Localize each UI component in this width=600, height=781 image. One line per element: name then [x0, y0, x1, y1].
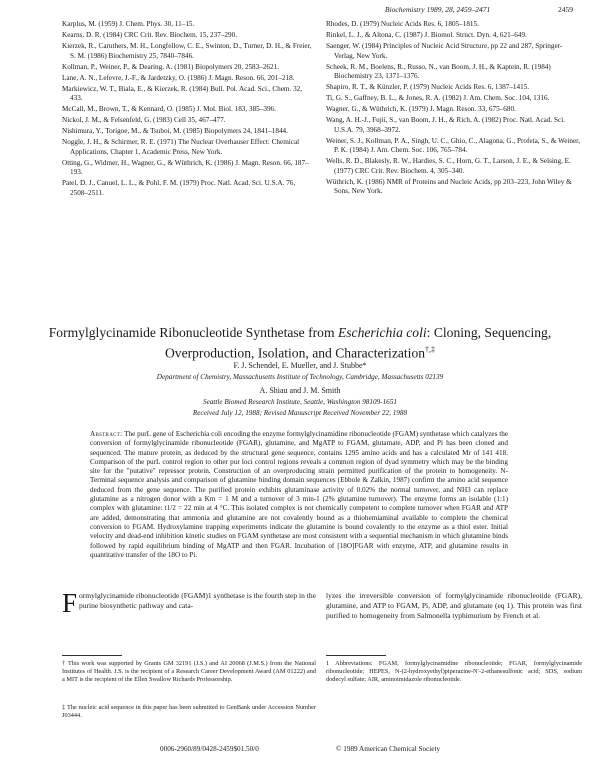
reference-item: Patel, D. J., Canuel, L. L., & Pohl, F. M. (1979) Proc. Natl. Acad. Sci. U.S.A. 76, 2508–2511. — [62, 179, 296, 197]
title-organism: Escherichia coli — [337, 325, 427, 340]
reference-item: Weiner, S. J., Kollman, P. A., Singh, U. C., Ghio, C., Alagona, G., Profeta, S., & Weiner, P. K. (1984) J. Am. Chem. Soc. 106, 765–784. — [326, 136, 581, 155]
reference-item: Rinkel, L. J., & Altona, C. (1987) J. Biomol. Struct. Dyn. 4, 621–649. — [326, 30, 527, 39]
references-left-column — [62, 20, 314, 200]
title-part-1: Formylglycinamide Ribonucleotide Synthetase from — [48, 325, 338, 340]
article-title — [40, 325, 560, 362]
reference-item: Rhodes, D. (1979) Nucleic Acids Res. 6, 1805–1815. — [326, 20, 479, 28]
footnote-abbreviations: 1 Abbreviations: FGAM, formylglycinamidine ribonucleotide; FGAR, formylglycinamide ribonucleotide; HEPES, N-(2-hydroxyethyl)piperazine-N′-2-ethanesulfonic acid; SDS, sodium dodecyl sulfate; AIR, aminoimidazole ribonucleotide. — [326, 660, 582, 684]
reference-item: Karplus, M. (1959) J. Chem. Phys. 30, 11–15. — [62, 20, 195, 28]
reference-item: Kollman, P., Weiner, P., & Dearing, A. (1981) Biopolymers 20, 2583–2621. — [62, 62, 280, 71]
authors-group-2: A. Shiau and J. M. Smith — [259, 386, 341, 395]
affiliation-1: Department of Chemistry, Massachusetts Institute of Technology, Cambridge, Massachusetts 02139 — [156, 373, 444, 381]
drop-cap: F — [62, 588, 78, 618]
reference-item: Wagner, G., & Wüthrich, K. (1979) J. Magn. Reson. 33, 675–680. — [326, 105, 516, 114]
body-text-left-content: ormylglycinamide ribonucleotide (FGAM)1 synthetase is the fourth step in the purine biosynthetic pathway and cata- — [79, 591, 316, 610]
authors-group-1: F. J. Schendel, E. Mueller, and J. Stubbe* — [233, 361, 367, 370]
reference-item: Kierzek, R., Caruthers, M. H., Longfellow, C. E., Swinton, D., Turner, D. H., & Freier, S. M. (1986) Biochemistry 25, 7840–7846. — [62, 41, 312, 60]
reference-item: Otting, G., Widmer, H., Wagner, G., & Wüthrich, K. (1986) J. Magn. Reson. 66, 187–193. — [62, 158, 309, 177]
body-text-left — [62, 588, 316, 618]
reference-item: Wells, R. D., Blakesly, R. W., Hardies, S. C., Horn, G. T., Larson, J. E., & Selsing, E. (1977) CRC Crit. Rev. Biochem. 4, 305–340. — [326, 157, 571, 175]
references-right-column — [326, 20, 582, 198]
abstract-text: The purL gene of Escherichia coli encoding the enzyme formylglycinamidine ribonucleotide (FGAM) synthetase which catalyzes the conversion of formylglycinamide ribonucleotide (FGAR), glutamine, and MgATP to FGAM, glutamate, ADP, and Pi has been cloned and sequenced. The mature protein, as deduced by the structural gene sequence, contains 1295 amino acids and has a calculated Mr of 141 418. Comparison of the purL control region to other pur loci control regions reveals a common region of dyad symmetry which may be the binding site for the "putative" repressor protein. Construction of an overproducing strain permitted purification of the protein to homogeneity. N-Terminal sequence analysis and comparison of glutamine binding domain sequences (Ebbole & Zalkin, 1987) confirm the amino acid sequence deduced from the gene sequence. The purified protein exhibits glutaminase activity of 0.02% the normal turnover, and NH3 can replace glutamine as a nitrogen donor with a Km = 1 M and a turnover of 3 min-1 (2% glutamine turnover). The enzyme forms an isolable (1:1) complex with glutamine: t1/2 = 22 min at 4 °C. This isolated complex is not chemically competent to complete turnover when FGAR and ATP are added, demonstrating that ammonia and glutamine are not covalently bound as a thiohemiaminal available to complete the chemical conversion to FGAM. Hydroxylamine trapping experiments indicate the glutamine is bound covalently to the enzyme as a thiol ester. Initial velocity and dead-end inhibition kinetic studies on FGAM synthetase are most consistent with a sequential mechanism in which glutamine binds followed by rapid equilibrium binding of MgATP and then FGAR. Incubation of [18O]FGAR with enzyme, ATP, and glutamine results in quantitative transfer of the 18O to Pi. — [90, 430, 508, 559]
article-code: 0006-2960/89/0428-2459$01.50/0 — [160, 745, 259, 753]
footnote-funding: † This work was supported by Grants GM 32191 (J.S.) and AI 20068 (J.M.S.) from the National Institutes of Health. J.S. is the recipient of a Research Career Development Award (AM 01222) and a MIT is the recipient of the Ellen Swallow Richards Professorship. — [62, 660, 316, 684]
abstract-label: Abstract: — [90, 430, 123, 438]
reference-item: Nishimura, Y., Torigoe, M., & Tsuboi, M. (1985) Biopolymers 24, 1841–1844. — [62, 127, 288, 136]
running-header — [0, 5, 600, 19]
reference-item: Saenger, W. (1984) Principles of Nucleic Acid Structure, pp 22 and 287, Springer-Verlag, New York. — [326, 41, 563, 60]
footnote-rule-right — [326, 655, 386, 656]
reference-item: Nickol, J. M., & Felsenfeld, G. (1983) Cell 35, 467–477. — [62, 116, 226, 125]
page-number: 2459 — [558, 5, 573, 14]
reference-item: Lane, A. N., Lefevre, J.-F., & Jardetzky, O. (1986) J. Magn. Reson. 66, 201–218. — [62, 73, 295, 82]
reference-item: Ti, G. S., Gaffney, B. L., & Jones, R. A. (1982) J. Am. Chem. Soc. 104, 1316. — [326, 94, 550, 103]
footnote-rule-left — [62, 655, 122, 656]
title-footnote-marks: †,‡ — [425, 344, 436, 354]
title-part-2: : Cloning, Sequencing, Overproduction, Isolation, and Characterization — [164, 325, 552, 361]
copyright-notice: © 1989 American Chemical Society — [336, 745, 441, 753]
received-dates: Received July 12, 1988; Revised Manuscript Received November 22, 1988 — [192, 409, 408, 417]
reference-item: Wang, A. H.-J., Fujii, S., van Boom, J. H., & Rich, A. (1982) Proc. Natl. Acad. Sci. U.S.A. 79, 3968–3972. — [326, 116, 565, 134]
body-text-right: lyzes the irreversible conversion of formylglycinamide ribonucleotide (FGAR), glutamine, and ATP to FGAM, Pi, ADP, and glutamate (eq 1). This protein was first purified to homogeneity from Salmonella typhimurium by French et al. — [326, 591, 582, 620]
reference-item: Kearns, D. R. (1984) CRC Crit. Rev. Biochem. 15, 237–290. — [62, 30, 238, 39]
reference-item: Shapiro, R. T., & Künzler, P. (1979) Nucleic Acids Res. 6, 1387–1415. — [326, 83, 530, 92]
footnote-genbank: ‡ The nucleic acid sequence in this paper has been submitted to GenBank under Accession Number J03444. — [62, 704, 316, 720]
abstract — [90, 430, 508, 560]
journal-citation: Biochemistry 1989, 28, 2459–2471 — [385, 5, 491, 14]
reference-item: Noggle, J. H., & Schirmer, R. E. (1971) The Nuclear Overhauser Effect: Chemical Applications, Chapter 1, Academic Press, New York. — [62, 138, 300, 156]
reference-item: McCall, M., Brown, T., & Kennard, O. (1985) J. Mol. Biol. 183, 385–396. — [62, 105, 276, 114]
reference-item: Scheek, R. M., Boelens, R., Russo, N., van Boom, J. H., & Kaptein, R. (1984) Biochemistry 23, 1371–1376. — [326, 62, 551, 81]
reference-item: Wüthrich, K. (1986) NMR of Proteins and Nucleic Acids, pp 203–223, John Wiley & Sons, New York. — [326, 177, 572, 196]
affiliation-2: Seattle Biomed Research Institute, Seattle, Washington 98109-1651 — [203, 398, 397, 406]
reference-item: Markiewicz, W. T., Biala, E., & Kierzek, R. (1984) Bull. Pol. Acad. Sci., Chem. 32, 433. — [62, 84, 303, 103]
